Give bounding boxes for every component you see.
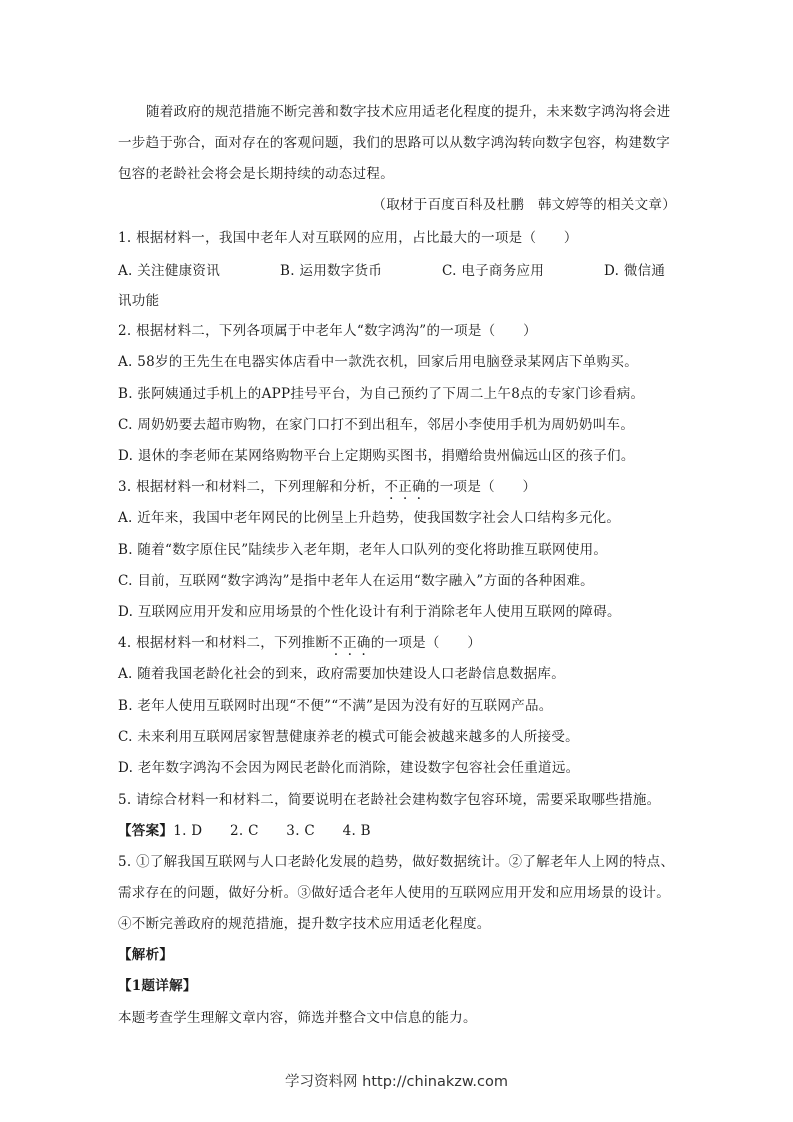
emphasis-dot-char: 不 xyxy=(329,635,344,651)
question-5-stem: 5. 请综合材料一和材料二，简要说明在老龄社会建构数字包容环境，需要采取哪些措施。 xyxy=(118,792,661,808)
q1-option-c: C. 电子商务应用 xyxy=(442,263,545,279)
q4-option-d: D. 老年数字鸿沟不会因为网民老龄化而消除，建设数字包容社会任重道远。 xyxy=(118,760,580,776)
emphasis-dot-char: 不 xyxy=(384,479,399,495)
answer-line xyxy=(118,822,678,840)
q1-option-d-continued: 讯功能 xyxy=(118,293,160,309)
q2-option-d: D. 退休的李老师在某网络购物平台上定期购买图书，捐赠给贵州偏远山区的孩子们。 xyxy=(118,448,635,464)
emphasis-dot-char: 确 xyxy=(412,479,426,495)
detail-1-label: 【1题详解】 xyxy=(118,978,197,994)
q2-option-b: B. 张阿姨通过手机上的APP挂号平台，为自己预约了下周二上午8点的专家门诊看病。 xyxy=(118,386,645,402)
q4-option-b: B. 老年人使用互联网时出现“不便”“不满”是因为没有好的互联网产品。 xyxy=(118,698,553,714)
source-citation: （取材于百度百科及杜鹏 韩文婷等的相关文章） xyxy=(372,197,676,213)
q1-option-a: A. 关注健康资讯 xyxy=(118,263,221,279)
question-1-stem: 1. 根据材料一，我国中老年人对互联网的应用，占比最大的一项是（ ） xyxy=(118,230,578,246)
q1-option-d: D. 微信通 xyxy=(604,263,666,279)
q1-option-b: B. 运用数字货币 xyxy=(280,263,383,279)
intro-line-1: 随着政府的规范措施不断完善和数字技术应用适老化程度的提升，未来数字鸿沟将会进 xyxy=(146,104,671,120)
analysis-text: 本题考查学生理解文章内容，筛选并整合文中信息的能力。 xyxy=(118,1010,477,1026)
q2-option-a: A. 58岁的王先生在电器实体店看中一款洗衣机，回家后用电脑登录某网店下单购买。 xyxy=(118,354,639,370)
answer-items: 1. D 2. C 3. C 4. B xyxy=(173,823,371,839)
q3-option-d: D. 互联网应用开发和应用场景的个性化设计有利于消除老年人使用互联网的障碍。 xyxy=(118,604,621,620)
analysis-label: 【解析】 xyxy=(118,947,174,963)
q3-option-b: B. 随着“数字原住民”陆续步入老年期，老年人口队列的变化将助推互联网使用。 xyxy=(118,542,608,558)
intro-line-2: 一步趋于弥合，面对存在的客观问题，我们的思路可以从数字鸿沟转向数字包容，构建数字 xyxy=(118,135,670,151)
answer-5-line-3: ④不断完善政府的规范措施，提升数字技术应用适老化程度。 xyxy=(118,916,491,932)
q3-option-c: C. 目前，互联网“数字鸿沟”是指中老年人在运用“数字融入”方面的各种困难。 xyxy=(118,573,594,589)
emphasis-dot-char: 正 xyxy=(343,635,357,651)
question-2-stem: 2. 根据材料二，下列各项属于中老年人“数字鸿沟”的一项是（ ） xyxy=(118,323,537,339)
answer-5-line-1: 5. ①了解我国互联网与人口老龄化发展的趋势，做好数据统计。②了解老年人上网的特点、 xyxy=(118,854,675,870)
answer-5-line-2: 需求存在的问题，做好分析。③做好适合老年人使用的互联网应用开发和应用场景的设计。 xyxy=(118,885,670,901)
q4-option-a: A. 随着我国老龄化社会的到来，政府需要加快建设人口老龄信息数据库。 xyxy=(118,666,566,682)
answer-label: 【答案】 xyxy=(118,823,174,839)
question-1-options xyxy=(118,262,678,280)
question-4-stem: 4. 根据材料一和材料二，下列推断不正确的一项是（ ） xyxy=(118,635,482,651)
q3-option-a: A. 近年来，我国中老年网民的比例呈上升趋势，使我国数字社会人口结构多元化。 xyxy=(118,510,621,526)
footer-watermark: 学习资料网 http://chinakzw.com xyxy=(285,1074,508,1090)
emphasis-dot-char: 确 xyxy=(356,635,371,651)
question-3-stem: 3. 根据材料一和材料二，下列理解和分析，不正确的一项是（ ） xyxy=(118,479,537,495)
emphasis-dot-char: 正 xyxy=(398,479,413,495)
q2-option-c: C. 周奶奶要去超市购物，在家门口打不到出租车，邻居小李使用手机为周奶奶叫车。 xyxy=(118,417,635,433)
q4-option-c: C. 未来利用互联网居家智慧健康养老的模式可能会被越来越多的人所接受。 xyxy=(118,729,579,745)
intro-line-3: 包容的老龄社会将会是长期持续的动态过程。 xyxy=(118,166,394,182)
